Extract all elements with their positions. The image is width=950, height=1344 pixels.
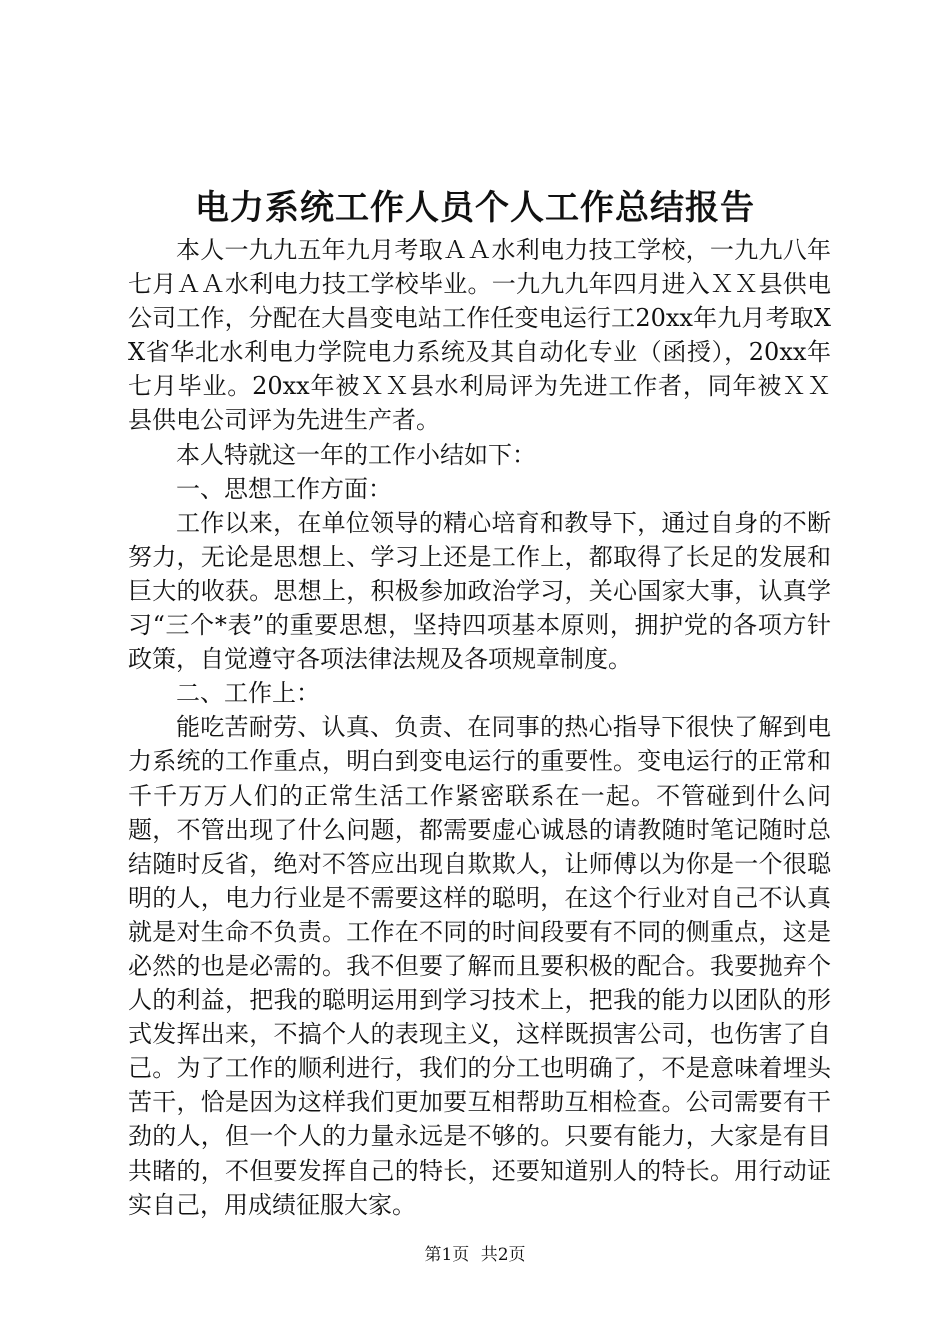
document-title: 电力系统工作人员个人工作总结报告	[195, 188, 755, 228]
paragraph-intro: 本人一九九五年九月考取ＡＡ水利电力技工学校，一九九八年七月ＡＡ水利电力技工学校毕业。一九九九年四月进入ＸＸ县供电公司工作，分配在大昌变电站工作任变电运行工20xx年九月考取XX省华北水利电力学院电力系统及其自动化专业（函授），20xx年七月毕业。20xx年被ＸＸ县水利局评为先进工作者，同年被ＸＸ县供电公司评为先进生产者。	[128, 236, 831, 435]
paragraph-thought: 工作以来，在单位领导的精心培育和教导下，通过自身的不断努力，无论是思想上、学习上还是工作上，都取得了长足的发展和巨大的收获。思想上，积极参加政治学习，关心国家大事，认真学习“三个*表”的重要思想，坚持四项基本原则，拥护党的各项方针政策，自觉遵守各项法律法规及各项规章制度。	[128, 508, 831, 674]
page-number: 第1页	[424, 1245, 470, 1265]
section-heading-thought: 一、思想工作方面：	[176, 474, 392, 503]
page-total: 共2页	[480, 1245, 526, 1265]
page-footer	[0, 1244, 950, 1266]
paragraph-summary-lead: 本人特就这一年的工作小结如下：	[176, 440, 536, 469]
paragraph-work: 能吃苦耐劳、认真、负责、在同事的热心指导下很快了解到电力系统的工作重点，明白到变电运行的重要性。变电运行的正常和千千万万人们的正常生活工作紧密联系在一起。不管碰到什么问题，不管出现了什么问题，都需要虚心诚恳的请教随时笔记随时总结随时反省，绝对不答应出现自欺欺人，让师傅以为你是一个很聪明的人，电力行业是不需要这样的聪明，在这个行业对自己不认真就是对生命不负责。工作在不同的时间段要有不同的侧重点，这是必然的也是必需的。我不但要了解而且要积极的配合。我要抛弃个人的利益，把我的聪明运用到学习技术上，把我的能力以团队的形式发挥出来，不搞个人的表现主义，这样既损害公司，也伤害了自己。为了工作的顺利进行，我们的分工也明确了，不是意味着埋头苦干，恰是因为这样我们更加要互相帮助互相检查。公司需要有干劲的人，但一个人的力量永远是不够的。只要有能力，大家是有目共睹的，不但要发挥自己的特长，还要知道别人的特长。用行动证实自己，用成绩征服大家。	[128, 713, 831, 1219]
document-body	[128, 233, 831, 1222]
section-heading-work: 二、工作上：	[176, 679, 320, 708]
